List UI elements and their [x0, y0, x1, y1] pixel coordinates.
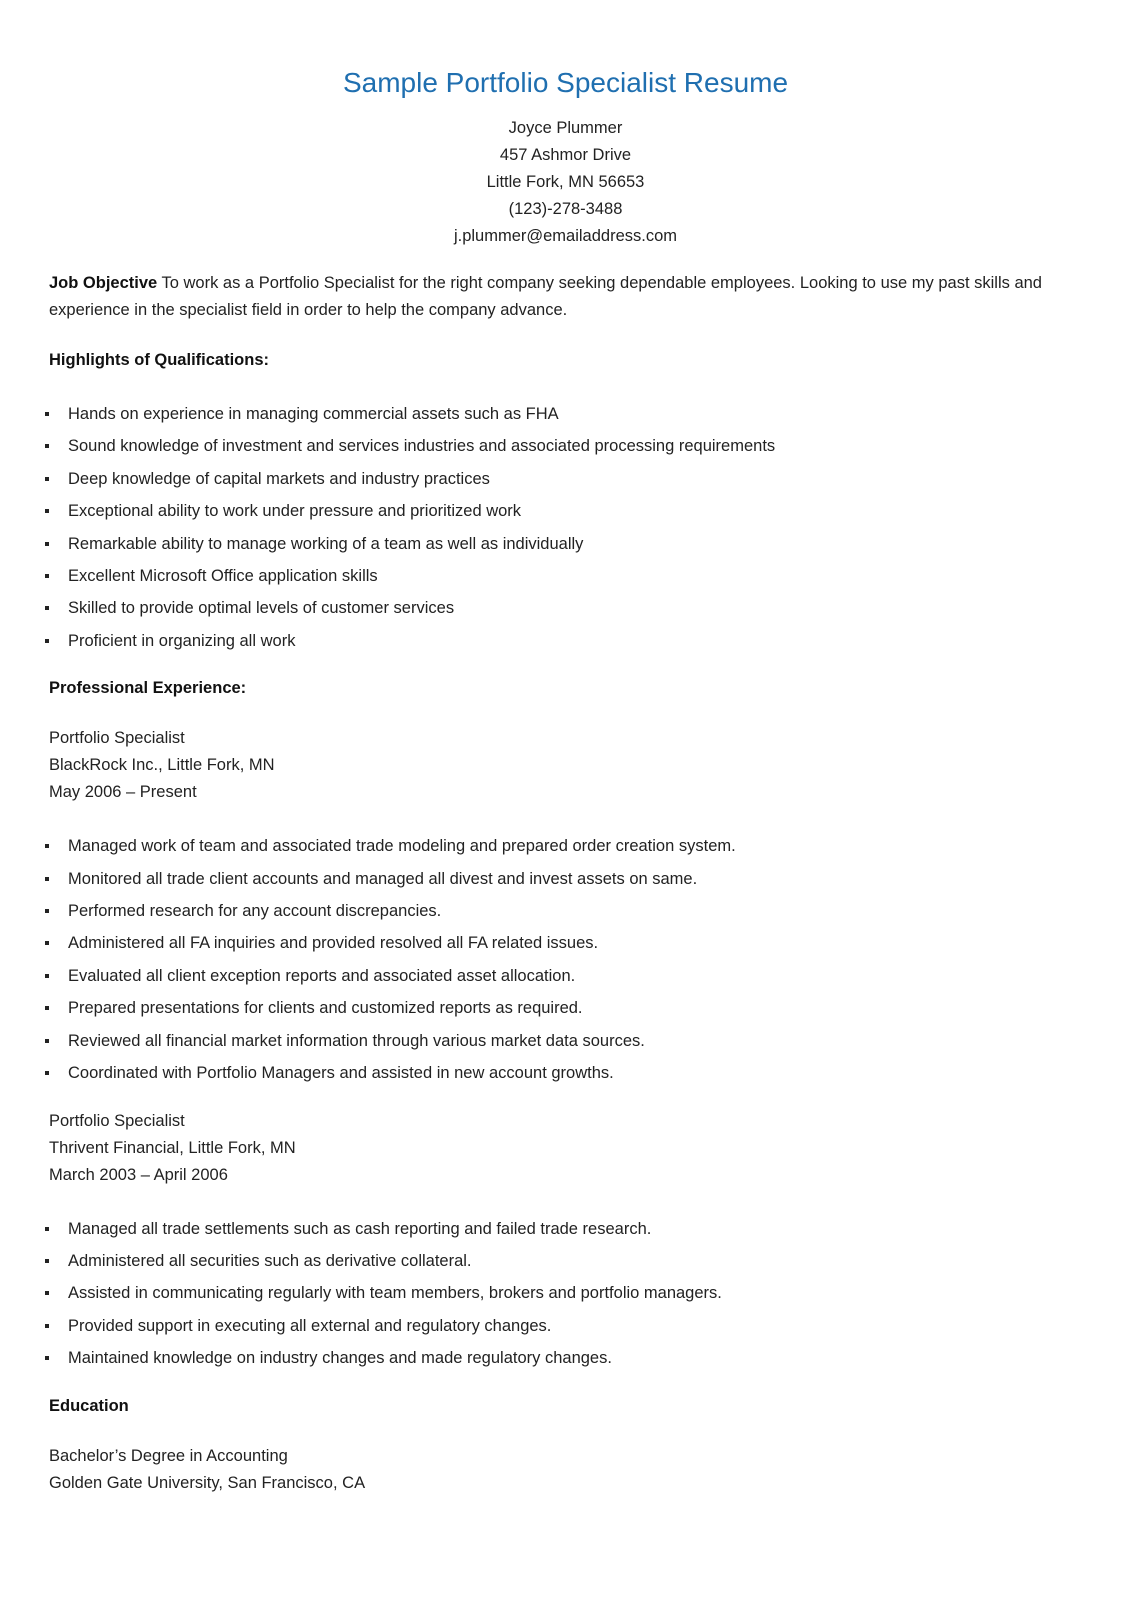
list-item: Managed work of team and associated trade modeling and prepared order creation system.	[49, 830, 1089, 862]
list-item: Managed all trade settlements such as cash reporting and failed trade research.	[49, 1213, 1089, 1245]
objective-label: Job Objective	[49, 274, 158, 292]
contact-phone: (123)-278-3488	[508, 200, 623, 218]
list-item: Proficient in organizing all work	[49, 625, 1089, 657]
list-item: Skilled to provide optimal levels of customer services	[49, 592, 1089, 624]
objective-text: To work as a Portfolio Specialist for the right company seeking dependable employees. Looking to use my past skills and experience in the specialist field in order to help the company advance.	[49, 274, 1042, 319]
list-item: Remarkable ability to manage working of a team as well as individually	[49, 528, 1089, 560]
contact-street: 457 Ashmor Drive	[499, 146, 632, 164]
bullet-icon	[45, 639, 49, 643]
contact-email: j.plummer@emailaddress.com	[453, 227, 678, 245]
job-dates: May 2006 – Present	[49, 783, 197, 802]
bullet-icon	[45, 844, 49, 848]
bullet-icon	[45, 509, 49, 513]
contact-name: Joyce Plummer	[508, 119, 623, 137]
list-item: Hands on experience in managing commercial assets such as FHA	[49, 398, 1089, 430]
bullet-icon	[45, 412, 49, 416]
page-title: Sample Portfolio Specialist Resume	[342, 67, 789, 98]
list-item: Performed research for any account discrepancies.	[49, 895, 1089, 927]
job-objective	[49, 270, 1089, 324]
list-item: Prepared presentations for clients and customized reports as required.	[49, 992, 1089, 1024]
job-company: BlackRock Inc., Little Fork, MN	[49, 756, 275, 775]
bullet-icon	[45, 909, 49, 913]
job-title: Portfolio Specialist	[49, 729, 185, 748]
contact-city: Little Fork, MN 56653	[486, 173, 645, 191]
bullet-icon	[45, 606, 49, 610]
bullet-icon	[45, 1291, 49, 1295]
bullet-icon	[45, 1324, 49, 1328]
job-header-2	[49, 1108, 1089, 1189]
education-block	[49, 1443, 1089, 1497]
list-item: Administered all FA inquiries and provided resolved all FA related issues.	[49, 927, 1089, 959]
job-title: Portfolio Specialist	[49, 1111, 185, 1130]
job-dates: March 2003 – April 2006	[49, 1165, 228, 1184]
list-item: Coordinated with Portfolio Managers and assisted in new account growths.	[49, 1057, 1089, 1089]
job-header-1	[49, 725, 1089, 806]
bullet-icon	[45, 1071, 49, 1075]
job-1-duties	[49, 830, 1089, 1089]
list-item: Sound knowledge of investment and services industries and associated processing requirements	[49, 430, 1089, 462]
education-heading: Education	[49, 1396, 129, 1415]
bullet-icon	[45, 542, 49, 546]
list-item: Assisted in communicating regularly with team members, brokers and portfolio managers.	[49, 1277, 1089, 1309]
list-item: Deep knowledge of capital markets and industry practices	[49, 463, 1089, 495]
job-2-duties	[49, 1213, 1089, 1375]
bullet-icon	[45, 1227, 49, 1231]
list-item: Provided support in executing all external and regulatory changes.	[49, 1310, 1089, 1342]
bullet-icon	[45, 574, 49, 578]
bullet-icon	[45, 477, 49, 481]
bullet-icon	[45, 941, 49, 945]
bullet-icon	[45, 1039, 49, 1043]
bullet-icon	[45, 444, 49, 448]
list-item: Reviewed all financial market information through various market data sources.	[49, 1025, 1089, 1057]
bullet-icon	[45, 1006, 49, 1010]
job-company: Thrivent Financial, Little Fork, MN	[49, 1138, 296, 1157]
education-school: Golden Gate University, San Francisco, CA	[49, 1473, 366, 1492]
list-item: Excellent Microsoft Office application skills	[49, 560, 1089, 592]
education-degree: Bachelor’s Degree in Accounting	[49, 1446, 288, 1465]
list-item: Monitored all trade client accounts and managed all divest and invest assets on same.	[49, 863, 1089, 895]
contact-block	[0, 115, 1131, 250]
list-item: Evaluated all client exception reports and associated asset allocation.	[49, 960, 1089, 992]
list-item: Maintained knowledge on industry changes and made regulatory changes.	[49, 1342, 1089, 1374]
bullet-icon	[45, 1259, 49, 1263]
list-item: Exceptional ability to work under pressure and prioritized work	[49, 495, 1089, 527]
highlights-list	[49, 398, 1089, 657]
bullet-icon	[45, 1356, 49, 1360]
experience-heading: Professional Experience:	[49, 679, 247, 698]
bullet-icon	[45, 877, 49, 881]
resume-content	[49, 270, 1089, 1497]
list-item: Administered all securities such as derivative collateral.	[49, 1245, 1089, 1277]
bullet-icon	[45, 974, 49, 978]
highlights-heading: Highlights of Qualifications:	[49, 351, 269, 369]
